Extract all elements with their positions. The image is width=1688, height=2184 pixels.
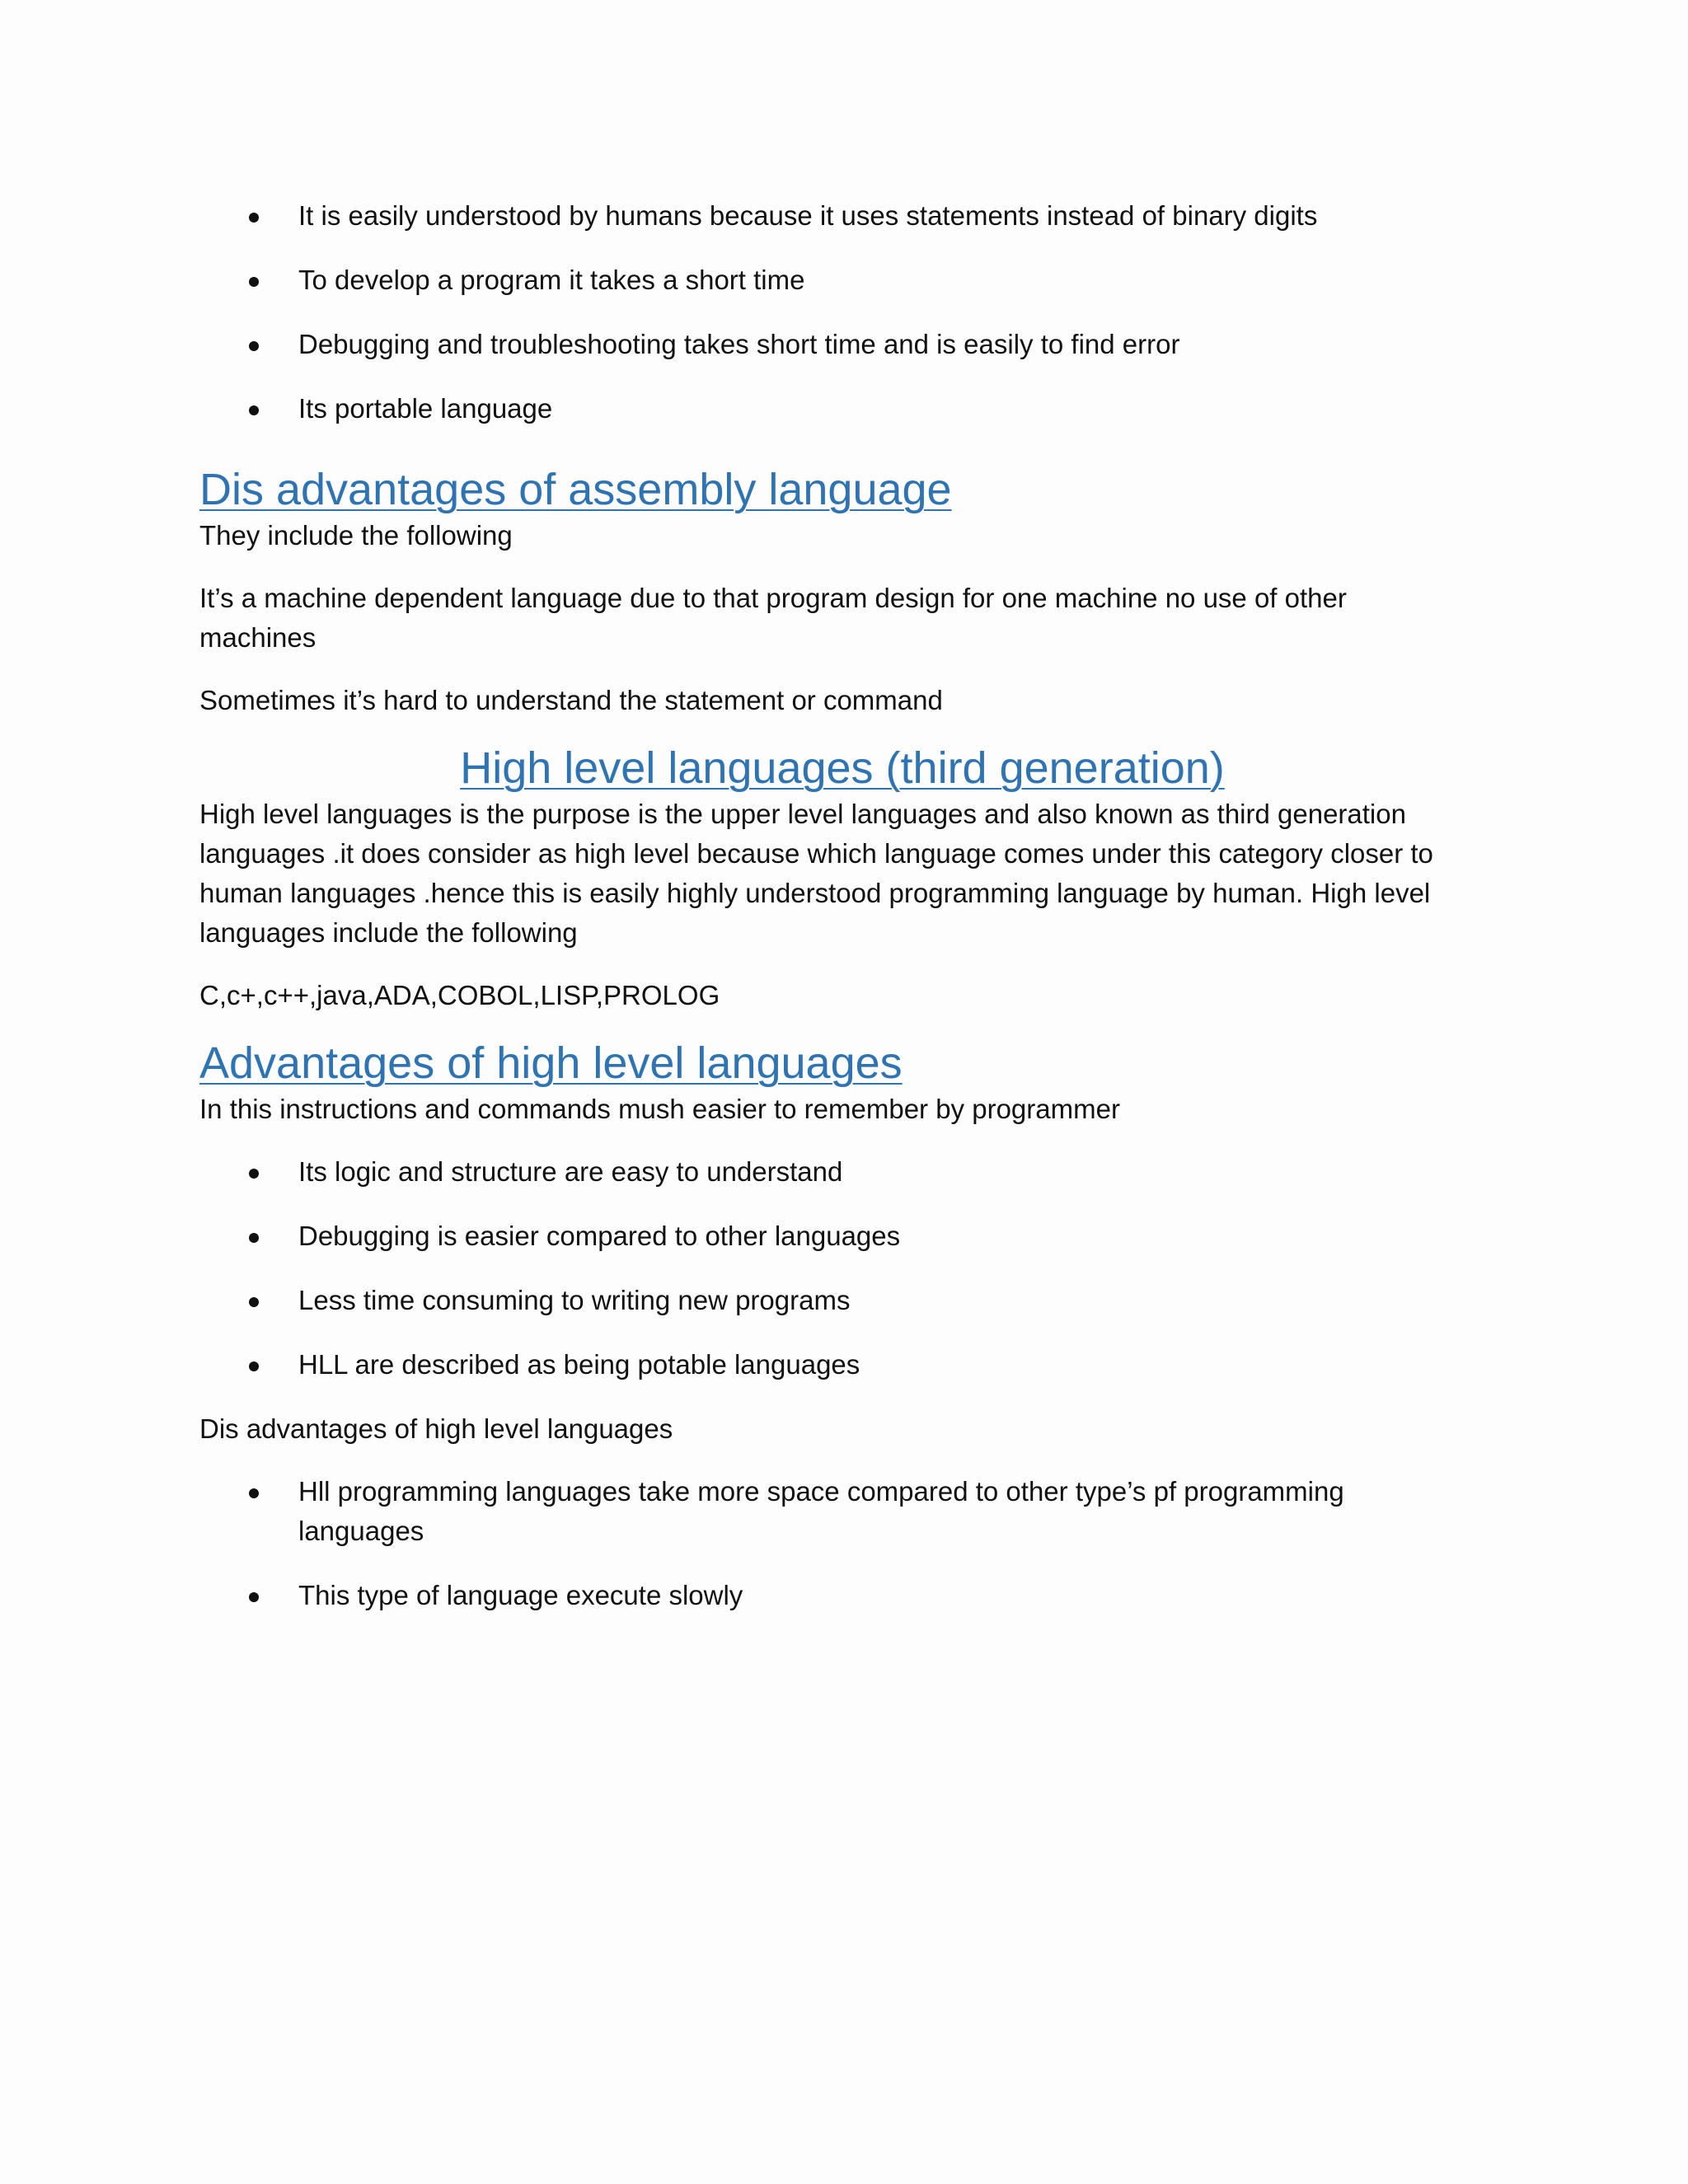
bullet-icon — [249, 1233, 259, 1243]
list-item — [199, 1472, 1469, 1551]
list-item-text: Its logic and structure are easy to understand — [298, 1156, 843, 1187]
list-item — [199, 196, 1485, 236]
bullet-icon — [249, 341, 259, 351]
list-item-text: This type of language execute slowly — [298, 1580, 743, 1610]
bullet-icon — [249, 1592, 259, 1602]
bullet-icon — [249, 1297, 259, 1307]
list-item — [199, 1576, 1485, 1615]
high-level-examples: C,c+,c++,java,ADA,COBOL,LISP,PROLOG — [199, 980, 720, 1010]
list-item — [199, 389, 1485, 429]
list-item-text: Hll programming languages take more space compared to other type’s pf programming languages — [298, 1476, 1344, 1546]
list-item-text: It is easily understood by humans because it uses statements instead of binary digits — [298, 200, 1318, 231]
assembly-disadvantages-heading: Dis advantages of assembly language — [199, 465, 952, 514]
bullet-icon — [249, 1488, 259, 1498]
assembly-disadvantages-para-1: It’s a machine dependent language due to that program design for one machine no use of other machines — [199, 583, 1347, 653]
bullet-icon — [249, 1361, 259, 1371]
list-item-text: Less time consuming to writing new programs — [298, 1285, 851, 1315]
list-item — [199, 1281, 1485, 1320]
hll-disadvantages-list — [199, 1472, 1485, 1615]
hll-advantages-heading: Advantages of high level languages — [199, 1038, 903, 1088]
hll-advantages-intro: In this instructions and commands mush easier to remember by programmer — [199, 1094, 1120, 1124]
list-item-text: Debugging and troubleshooting takes short time and is easily to find error — [298, 329, 1180, 359]
hll-disadvantages-intro: Dis advantages of high level languages — [199, 1413, 673, 1444]
assembly-advantages-list — [199, 196, 1485, 429]
list-item-text: Debugging is easier compared to other languages — [298, 1221, 901, 1251]
list-item — [199, 325, 1485, 364]
assembly-disadvantages-para-2: Sometimes it’s hard to understand the statement or command — [199, 685, 943, 715]
bullet-icon — [249, 213, 259, 223]
hll-advantages-list — [199, 1152, 1485, 1385]
list-item — [199, 260, 1485, 300]
list-item — [199, 1345, 1485, 1385]
high-level-heading: High level languages (third generation) — [460, 743, 1225, 793]
bullet-icon — [249, 277, 259, 287]
list-item-text: To develop a program it takes a short time — [298, 265, 805, 295]
list-item-text: Its portable language — [298, 393, 553, 424]
list-item — [199, 1152, 1485, 1192]
list-item-text: HLL are described as being potable languages — [298, 1349, 860, 1380]
bullet-icon — [249, 1169, 259, 1179]
high-level-description: High level languages is the purpose is the upper level languages and also known as third generation languages .it does consider as high level because which language comes under this category closer to human languages .hence this is easily highly understood programming language by human. High level languages include the following — [199, 799, 1433, 948]
list-item — [199, 1216, 1485, 1256]
document-content — [199, 196, 1485, 1640]
bullet-icon — [249, 405, 259, 415]
assembly-disadvantages-intro: They include the following — [199, 520, 513, 551]
